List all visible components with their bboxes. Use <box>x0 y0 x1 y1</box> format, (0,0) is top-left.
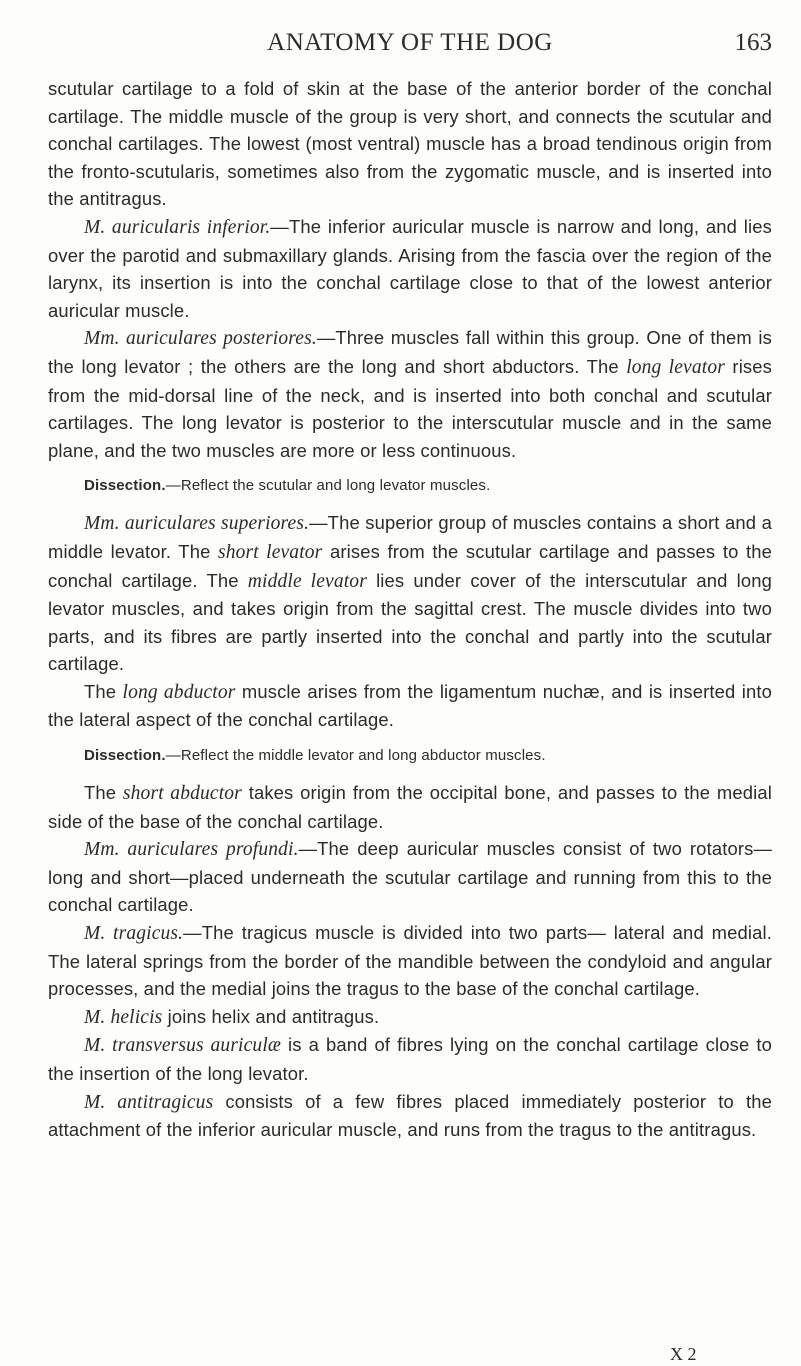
term-short-levator: short levator <box>217 541 323 563</box>
paragraph-auriculares-superiores <box>48 509 772 678</box>
dissection-note-1 <box>48 476 772 496</box>
paragraph-transversus-auriculae <box>48 1031 772 1087</box>
paragraph-antitragicus <box>48 1088 772 1144</box>
paragraph-text: arises from the scutular cartilage and passes to the conchal cartilage. The <box>48 540 773 591</box>
term-long-levator: long levator <box>626 356 725 378</box>
paragraph-text: The <box>84 782 123 804</box>
paragraph-text: joins helix and antitragus. <box>162 1005 380 1027</box>
paragraph-text: lies under cover of the interscutular and long levator muscles, and takes origin from the sagittal crest. The muscle divides into two parts, and its fibres are partly inserted into the conchal and partly into the scutular cartilage. <box>48 569 772 675</box>
paragraph-text: —The inferior auricular muscle is narrow and long, and lies over the parotid and submaxillary glands. Arising from the fascia over the region of the larynx, its insertion is into the conchal cartilage close to that of the lowest anterior auricular muscle. <box>48 215 772 321</box>
term-long-abductor: long abductor <box>122 681 236 703</box>
term-helicis: M. helicis <box>84 1006 163 1028</box>
term-auricularis-inferior: M. auricularis inferior. <box>84 216 271 238</box>
term-tragicus: M. tragicus. <box>84 923 184 945</box>
page-number: 163 <box>734 29 772 56</box>
dissection-note-2 <box>48 746 772 766</box>
paragraph-text: The <box>84 680 123 702</box>
paragraph-text: is a band of fibres lying on the conchal cartilage close to the insertion of the long levator. <box>48 1034 773 1084</box>
term-auriculares-posteriores: Mm. auriculares posteriores. <box>84 328 317 350</box>
paragraph-auricularis-inferior <box>48 213 772 324</box>
term-auriculares-superiores: Mm. auriculares superiores. <box>84 513 310 535</box>
paragraph-continued: scutular cartilage to a fold of skin at the base of the anterior border of the conchal cartilage. The middle muscle of the group is very short, and connects the scutular and conchal cartilages. The lowest (most ventral) muscle has a broad tendinous origin from the fronto-scutularis, sometimes also from the zygomatic muscle, and is inserted into the antitragus. <box>48 78 772 210</box>
paragraph-text: —The tragicus muscle is divided into two parts— lateral and medial. The lateral springs from the border of the mandible between the condyloid and angular processes, and the medial joins the tragus to the base of the conchal cartilage. <box>48 922 772 1000</box>
paragraph-text: rises from the mid-dorsal line of the neck, and is inserted into both conchal and scutular cartilages. The long levator is posterior to the interscutular muscle and in the same plane, and the two muscles are more or less continuous. <box>48 355 773 461</box>
paragraph-long-abductor <box>48 678 772 734</box>
paragraph-text: consists of a few fibres placed immediately posterior to the attachment of the inferior auricular muscle, and runs from the tragus to the antitragus. <box>48 1090 773 1141</box>
paragraph-auriculares-profundi <box>48 835 772 919</box>
running-head <box>48 24 772 64</box>
dissection-label: Dissection. <box>84 477 166 495</box>
term-middle-levator: middle levator <box>247 570 367 592</box>
term-antitragicus: M. antitragicus <box>84 1091 214 1113</box>
paragraph-text: takes origin from the occipital bone, and passes to the medial side of the base of the conchal cartilage. <box>48 782 772 832</box>
term-short-abductor: short abductor <box>122 783 242 805</box>
dissection-label: Dissection. <box>84 747 166 765</box>
term-auriculares-profundi: Mm. auriculares profundi. <box>84 839 299 861</box>
paragraph-text: —The deep auricular muscles consist of two rotators—long and short—placed underneath the scutular cartilage and running from this to the conchal cartilage. <box>48 838 772 916</box>
paragraph-text: muscle arises from the ligamentum nuchæ, and is inserted into the lateral aspect of the conchal cartilage. <box>48 680 772 731</box>
paragraph-short-abductor <box>48 779 772 835</box>
body-text <box>48 75 772 1144</box>
paragraph-helicis <box>48 1003 772 1032</box>
paragraph-tragicus <box>48 919 772 1003</box>
paragraph-text: —The superior group of muscles contains a short and a middle levator. The <box>48 512 772 562</box>
dissection-text: —Reflect the middle levator and long abductor muscles. <box>165 747 546 765</box>
running-title: ANATOMY OF THE DOG <box>267 29 553 56</box>
paragraph-text: —Three muscles fall within this group. One of them is the long levator ; the others are the long and short abductors. The <box>48 327 772 377</box>
paragraph-auriculares-posteriores <box>48 324 772 464</box>
signature-mark: X 2 <box>670 1344 697 1364</box>
dissection-text: —Reflect the scutular and long levator muscles. <box>165 477 491 495</box>
term-transversus-auriculae: M. transversus auriculæ <box>84 1035 282 1057</box>
